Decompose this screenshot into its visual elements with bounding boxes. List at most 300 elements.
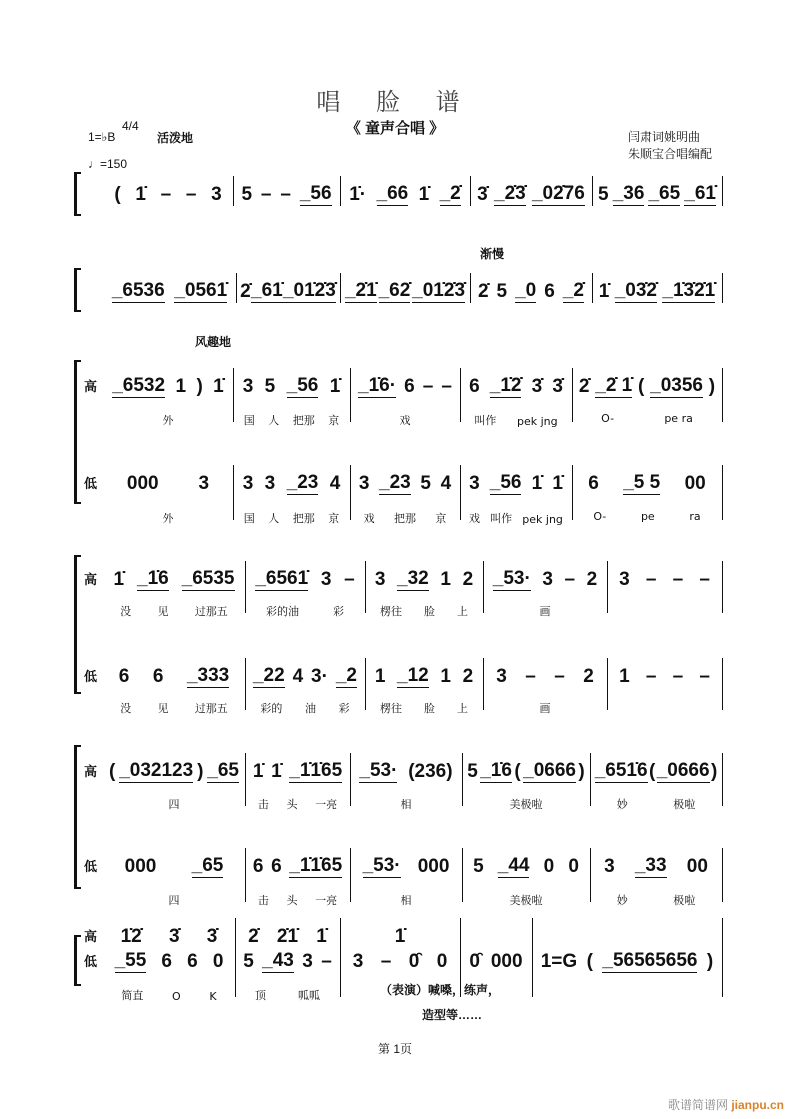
barline	[233, 465, 234, 520]
barline	[245, 848, 246, 902]
note-group: _55	[114, 950, 147, 971]
barline	[722, 848, 723, 902]
note-group: 3̇	[552, 376, 563, 397]
note-group: 2	[462, 666, 474, 687]
note-group: 5	[598, 184, 609, 205]
system-bracket	[74, 268, 81, 312]
lyrics-measure	[464, 510, 568, 526]
lyric: 简直	[121, 989, 144, 1002]
note-group: _53·	[359, 760, 398, 781]
barline	[365, 561, 366, 613]
note-group: –	[441, 376, 452, 397]
song-title: 唱 脸 谱	[316, 88, 474, 116]
note-group: –	[380, 951, 392, 972]
note-group: 2̇	[477, 281, 489, 302]
measure	[107, 372, 229, 398]
system-bracket	[74, 935, 81, 986]
performance-note: 造型等……	[422, 1008, 483, 1022]
note-group: 6	[161, 951, 172, 972]
note-group: 1̇	[552, 473, 563, 494]
measure	[466, 757, 586, 783]
lyric: 一亮	[315, 894, 338, 907]
barline	[350, 753, 351, 806]
measure	[369, 662, 479, 688]
lyric: 戏	[363, 512, 375, 525]
lyrics-measure	[594, 892, 718, 908]
credit-lyricist-composer: 闫肃词姚明曲	[628, 130, 701, 144]
part-label-low: 低	[84, 669, 98, 684]
lyrics-measure	[237, 412, 346, 428]
note-group: 3	[542, 569, 553, 590]
lyrics-measure	[249, 603, 361, 619]
system-bracket	[74, 172, 81, 216]
measure	[464, 922, 528, 948]
note-group: –	[564, 569, 576, 590]
note-group: –	[160, 184, 172, 205]
note-group: _65	[648, 183, 681, 204]
barline	[607, 658, 608, 710]
barline	[236, 273, 237, 303]
measure	[576, 469, 718, 495]
note-group: 3	[320, 569, 332, 590]
lyric: O	[172, 990, 181, 1003]
lyric: 极啦	[673, 798, 696, 811]
note-group: )	[710, 761, 718, 782]
lyrics-measure	[464, 412, 568, 428]
barline	[340, 273, 341, 303]
note-group: _2̇1̇	[344, 280, 377, 301]
note-group: _6532	[112, 375, 166, 396]
barline	[722, 465, 723, 520]
barline	[722, 658, 723, 710]
barline	[460, 465, 461, 520]
measure	[576, 372, 718, 398]
measure	[474, 277, 588, 303]
note-group: _22	[252, 665, 285, 686]
note-group: _1̇2̇	[489, 375, 522, 396]
note-group: 00	[686, 856, 708, 877]
note-group: _65	[191, 855, 224, 876]
measure	[107, 852, 241, 878]
lyrics-measure	[107, 796, 241, 812]
lyric: 头	[286, 798, 298, 811]
note-group: 3̇	[531, 376, 543, 397]
note-group: –	[280, 184, 291, 205]
lyrics-measure	[107, 892, 241, 908]
lyrics-measure	[466, 892, 586, 908]
barline	[365, 658, 366, 710]
note-group: 1=G	[540, 951, 578, 972]
note-group: _02̇76	[531, 183, 585, 204]
barline	[572, 368, 573, 422]
lyric: 上	[457, 702, 468, 715]
watermark	[668, 1096, 784, 1113]
note-group: _61̇	[684, 183, 716, 204]
note-group: –	[645, 666, 657, 687]
note-group: 3	[358, 473, 370, 494]
note-group: 000	[417, 856, 450, 877]
lyrics-measure	[594, 796, 718, 812]
note-group: 3	[302, 951, 313, 972]
note-group: _0	[515, 280, 537, 301]
part-label-low: 低	[84, 859, 98, 874]
note-group: 4	[292, 666, 304, 687]
note-group: 6	[252, 856, 264, 877]
lyric: 人	[268, 512, 280, 525]
measure	[464, 372, 568, 398]
note-group: _1̇6	[137, 568, 169, 589]
measure	[536, 947, 718, 973]
note-group: _651̇6	[594, 760, 648, 781]
lyrics-measure	[107, 603, 241, 619]
lyric: 过那五	[194, 702, 228, 715]
barline	[462, 848, 463, 902]
note-group: )	[197, 761, 204, 782]
note-group: _1̇6	[480, 760, 512, 781]
note-group: _0561̇	[174, 280, 228, 301]
lyrics-measure	[576, 412, 718, 425]
barline	[470, 176, 471, 206]
note-group: 1̇	[113, 569, 125, 590]
note-group: 000	[490, 951, 523, 972]
lyric: 四	[168, 894, 180, 907]
lyrics-measure	[107, 700, 241, 716]
lyric: 脸	[424, 605, 435, 618]
measure	[464, 469, 568, 495]
note-group: 5	[241, 184, 253, 205]
note-group: –	[321, 951, 332, 972]
lyric: 击	[257, 894, 269, 907]
lyrics-measure	[466, 796, 586, 812]
note-group: 3	[242, 473, 254, 494]
note-group: 5	[264, 376, 276, 397]
lyrics-measure	[249, 892, 346, 908]
lyric: 楞往	[380, 702, 402, 715]
note-group: _56	[299, 183, 332, 204]
note-group: 1̇2̇	[120, 926, 142, 947]
note-group: _032123	[119, 760, 194, 781]
measure	[107, 662, 241, 688]
barline	[350, 465, 351, 520]
note-group: 2	[462, 569, 474, 590]
lyric: 相	[400, 894, 412, 907]
measure	[249, 757, 346, 783]
note-group: 3	[604, 856, 615, 877]
lyrics-measure	[354, 892, 458, 908]
note-group: _333	[186, 665, 230, 686]
note-group: _6536	[111, 280, 165, 301]
note-group: _32	[397, 568, 429, 589]
note-group: 0	[568, 856, 579, 877]
measure	[107, 565, 241, 591]
note-group: 0	[436, 951, 448, 972]
measure	[474, 180, 588, 206]
page-number: 第 1页	[377, 1042, 412, 1056]
measure	[464, 947, 528, 973]
system-bracket	[74, 745, 81, 889]
lyric: 京	[328, 512, 340, 525]
lyric: 妙	[616, 798, 628, 811]
note-group: 1	[440, 666, 451, 687]
note-group: _2	[335, 665, 357, 686]
note-group: 3	[264, 473, 276, 494]
barline	[470, 273, 471, 303]
measure	[487, 565, 603, 591]
note-group: 3	[469, 473, 480, 494]
measure	[237, 372, 346, 398]
measure	[354, 372, 456, 398]
measure	[249, 565, 361, 591]
lyrics-measure	[354, 796, 458, 812]
measure	[536, 922, 718, 948]
note-group: –	[699, 666, 710, 687]
note-group: _0666	[523, 760, 576, 781]
note-group: 1	[619, 666, 630, 687]
note-group: _56565656	[602, 950, 698, 971]
measure	[344, 922, 456, 948]
barline	[350, 848, 351, 902]
note-group: _0356	[650, 375, 703, 396]
measure	[107, 469, 229, 495]
barline	[483, 561, 484, 613]
key-signature: 1=♭B	[88, 130, 116, 144]
lyric: 叫作	[490, 512, 513, 525]
barline	[572, 465, 573, 520]
watermark-site: jianpu.cn	[731, 1098, 784, 1112]
note-group: 2	[586, 569, 598, 590]
barline	[350, 368, 351, 422]
lyrics-measure	[487, 603, 603, 619]
note-group: 1̇	[329, 376, 341, 397]
note-group: 6	[271, 856, 282, 877]
note-group: _5 5	[623, 472, 661, 493]
part-label-high: 高	[84, 572, 98, 587]
note-group: )	[708, 376, 716, 397]
note-group: 4	[329, 473, 341, 494]
lyrics-measure	[487, 700, 603, 716]
note-group: _66	[376, 183, 409, 204]
barline	[722, 561, 723, 613]
measure	[240, 277, 336, 303]
performance-note: （表演）喊嗓，练声，	[380, 983, 501, 997]
note-group: 1	[175, 376, 187, 397]
measure	[344, 180, 466, 206]
lyric: 一亮	[315, 798, 338, 811]
note-group: _44	[497, 855, 530, 876]
barline	[722, 943, 723, 997]
note-group: 6	[588, 473, 599, 494]
measure	[239, 922, 336, 948]
note-group: 3	[374, 569, 386, 590]
note-group: –	[645, 569, 657, 590]
lyric: 京	[435, 512, 447, 525]
lyric: 没	[120, 702, 132, 715]
lyric: 过那五	[194, 605, 228, 618]
lyric: 戏	[399, 414, 411, 427]
note-group: 5	[473, 856, 484, 877]
tempo-marking: ♩=150	[88, 157, 128, 171]
note-group: _2̇	[439, 183, 461, 204]
note-group: _1̇3̇2̇1̇	[662, 280, 716, 301]
measure	[239, 947, 336, 973]
lyric: 上	[457, 605, 468, 618]
note-group: _43	[262, 950, 294, 971]
note-group: _61̇	[251, 280, 283, 301]
barline	[462, 753, 463, 806]
note-group: 1̇	[135, 184, 146, 205]
barline	[233, 368, 234, 422]
lyric: 呱呱	[298, 989, 320, 1002]
lyric: 人	[268, 414, 280, 427]
note-group: 6	[469, 376, 480, 397]
note-group: 1̇	[418, 184, 430, 205]
lyrics-measure	[239, 987, 336, 1003]
lyrics-measure	[249, 700, 361, 716]
lyric: 极啦	[673, 894, 696, 907]
note-group: 3	[198, 473, 210, 494]
barline	[245, 561, 246, 613]
note-group: _1̇6·	[358, 375, 397, 396]
note-group: _23	[286, 472, 319, 493]
barline	[483, 658, 484, 710]
note-group: 000	[126, 473, 159, 494]
barline	[233, 176, 234, 206]
lyric: 四	[168, 798, 180, 811]
note-group: _2̇ 1̇	[595, 375, 633, 396]
note-group: 2̇	[248, 926, 259, 947]
system-bracket	[74, 360, 81, 504]
note-group: 000	[124, 856, 157, 877]
measure	[237, 180, 336, 206]
lyric: 把那	[393, 512, 416, 525]
barline	[722, 176, 723, 206]
note-group: 0̑	[408, 951, 420, 972]
note-group: _2̇	[562, 280, 584, 301]
note-group: 1̇	[598, 281, 610, 302]
lyrics-measure	[237, 510, 346, 526]
measure	[594, 852, 718, 878]
lyric: 戏	[469, 512, 481, 525]
note-group: 1̇	[394, 926, 406, 947]
expression-marking: 活泼地	[157, 131, 194, 145]
lyric: ra	[689, 510, 701, 523]
lyric: O-	[593, 510, 607, 523]
note-group: 3	[242, 376, 254, 397]
note-group: 1̇·	[349, 184, 367, 205]
lyric: 没	[120, 605, 132, 618]
note-group: 3	[352, 951, 364, 972]
note-group: (	[108, 761, 116, 782]
credit-arranger: 朱顺宝合唱编配	[628, 147, 713, 161]
note-group: _53·	[362, 855, 401, 876]
note-group: 6	[544, 281, 555, 302]
lyric: 京	[328, 414, 340, 427]
part-label-high: 高	[84, 929, 98, 944]
note-group: 3	[619, 569, 630, 590]
note-group: –	[672, 666, 684, 687]
note-group: _23	[379, 472, 411, 493]
system-bracket	[74, 555, 81, 694]
lyric: 画	[539, 605, 551, 618]
measure	[594, 757, 718, 783]
note-group: )	[578, 761, 585, 782]
note-group: (	[586, 951, 593, 972]
note-group: 5	[420, 473, 431, 494]
barline	[592, 273, 593, 303]
measure	[611, 662, 718, 688]
lyric: 把那	[292, 414, 315, 427]
note-group: _12	[397, 665, 429, 686]
measure	[249, 662, 361, 688]
note-group: _6561̇	[255, 568, 309, 589]
note-group: 1̇	[213, 376, 224, 397]
note-group: _62̇	[378, 280, 411, 301]
note-group: (236)	[408, 761, 453, 782]
note-group: –	[260, 184, 272, 205]
note-group: _1̇1̇65	[289, 760, 343, 781]
lyric: 见	[157, 605, 169, 618]
lyric: 美极啦	[509, 798, 543, 811]
lyric: 楞往	[380, 605, 402, 618]
lyric: 妙	[616, 894, 628, 907]
measure	[107, 277, 232, 303]
note-group: _6535	[181, 568, 235, 589]
tempo-expression-marking: 渐慢	[480, 247, 505, 261]
note-group: 00	[684, 473, 706, 494]
lyric: 彩	[338, 702, 350, 715]
tempo-expression-marking: 风趣地	[195, 335, 232, 349]
measure	[354, 469, 456, 495]
measure	[107, 947, 231, 973]
measure	[237, 469, 346, 495]
note-group: 3·	[311, 666, 328, 687]
lyric: 彩的油	[266, 605, 299, 618]
note-group: _03̇2̇	[614, 280, 657, 301]
note-group: –	[672, 569, 684, 590]
note-group: 3̇	[206, 926, 218, 947]
note-group: 4	[440, 473, 452, 494]
note-group: _56	[286, 375, 319, 396]
lyric: 外	[162, 512, 174, 525]
lyric: pe	[640, 510, 655, 523]
note-group: 1̇	[252, 761, 264, 782]
lyrics-measure	[369, 603, 479, 619]
time-signature: 4/4	[122, 119, 139, 133]
note-group: _56	[489, 472, 522, 493]
lyric: 头	[286, 894, 298, 907]
lyrics-measure	[107, 412, 229, 428]
lyrics-measure	[354, 510, 456, 526]
part-label-low: 低	[84, 954, 98, 969]
lyric: 彩	[333, 605, 344, 618]
lyrics-measure	[249, 796, 346, 812]
lyric: pek jng	[522, 513, 563, 526]
note-group: –	[422, 376, 434, 397]
note-group: 2	[583, 666, 594, 687]
measure	[107, 757, 241, 783]
note-group: _01̇2̇3̇	[412, 280, 466, 301]
lyric: 国	[243, 512, 255, 525]
note-group: 6	[152, 666, 164, 687]
note-group: _53·	[492, 568, 531, 589]
note-group: –	[344, 569, 355, 590]
part-label-low: 低	[84, 476, 98, 491]
lyric: 国	[243, 414, 255, 427]
part-label-high: 高	[84, 764, 98, 779]
lyric: pe ra	[664, 412, 693, 425]
measure	[107, 922, 231, 948]
note-group: _01̇2̇3̇	[282, 280, 336, 301]
